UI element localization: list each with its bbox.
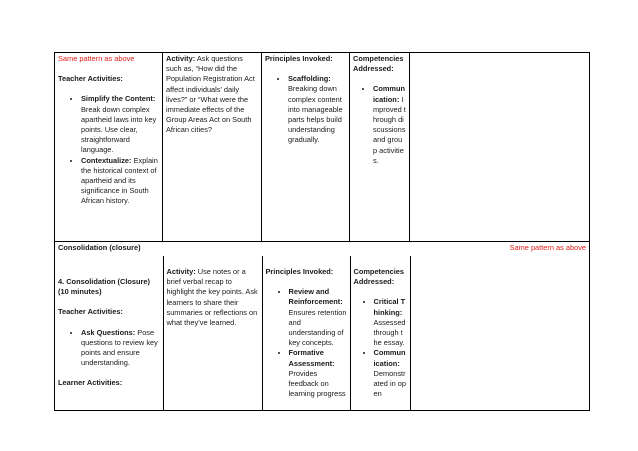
cell-competencies xyxy=(350,256,410,410)
activity-text: Use notes or a brief verbal recap to highlight the key points. Ask learners to share their summaries or reflections on what they’ve learned. xyxy=(166,267,258,328)
bullet-text: Improved through discussions and group activities. xyxy=(373,94,406,165)
lesson-plan-table xyxy=(54,52,590,411)
bullet-label: Simplify the Content: xyxy=(81,94,156,104)
bullet-text: Breaking down complex content into manageable parts helps build understanding gradually. xyxy=(288,84,343,145)
consolidation-row xyxy=(55,242,590,411)
activity-text: Ask questions such as, “How did the Population Registration Act affect individuals’ daily lives?” or “What were the immediate effects of the Group Areas Act on South African cities? xyxy=(166,54,255,135)
bullet-text: Pose questions to review key points and ensure understanding. xyxy=(81,327,158,368)
teacher-activities-heading: Teacher Activities: xyxy=(58,74,123,84)
list-item xyxy=(289,348,347,399)
principles-list xyxy=(265,74,346,145)
bullet-text: Provides feedback on learning progress xyxy=(288,368,346,399)
competencies-list xyxy=(353,84,406,166)
consolidation-inner-table xyxy=(55,256,590,410)
bullet-label: Communication: xyxy=(373,348,406,368)
bullet-label: Contextualize: xyxy=(81,155,132,165)
list-item xyxy=(374,297,407,348)
consolidation-title: Consolidation (closure) xyxy=(58,243,141,252)
principles-heading: Principles Invoked: xyxy=(265,54,333,63)
list-item xyxy=(374,348,407,399)
bullet-label: Communication: xyxy=(373,84,406,104)
bullet-label: Scaffolding: xyxy=(288,74,331,84)
same-pattern-note: Same pattern as above xyxy=(58,54,135,63)
learner-activities-heading: Learner Activities: xyxy=(58,378,123,388)
list-item xyxy=(81,328,160,369)
competencies-heading: Competencies Addressed: xyxy=(353,267,405,287)
bullet-label: Formative Assessment: xyxy=(288,348,335,368)
principles-list xyxy=(266,287,347,399)
cell-teacher-activities xyxy=(55,53,163,242)
bullet-text: Ensures retention and understanding of key concepts. xyxy=(288,307,347,348)
activity-label: Activity: xyxy=(166,54,196,63)
same-pattern-note: Same pattern as above xyxy=(509,243,586,252)
cell-empty xyxy=(410,53,590,242)
activity-paragraph xyxy=(166,54,258,136)
cell-principles xyxy=(262,256,350,410)
list-item xyxy=(373,84,406,166)
cell-activity xyxy=(163,53,262,242)
bullet-label: Ask Questions: xyxy=(81,327,136,337)
bullet-label: Critical Thinking: xyxy=(373,297,406,317)
list-item xyxy=(81,156,159,207)
competencies-list xyxy=(354,297,407,399)
competencies-heading: Competencies Addressed: xyxy=(353,54,404,74)
cell-empty xyxy=(410,256,590,410)
cell-competencies xyxy=(350,53,410,242)
bullet-text: Explain the historical context of apartheid and its significance in South African history. xyxy=(81,155,158,206)
list-item xyxy=(289,287,347,348)
activity-paragraph xyxy=(167,267,259,328)
activity-label: Activity: xyxy=(166,267,196,276)
table-row xyxy=(55,242,590,411)
cell-activity xyxy=(163,256,262,410)
table-row xyxy=(55,53,590,242)
cell-teacher-activities xyxy=(55,256,163,410)
bullet-text: Demonstrated in open xyxy=(373,368,406,399)
teacher-activities-list xyxy=(58,94,159,206)
cell-principles xyxy=(262,53,350,242)
section-heading: 4. Consolidation (Closure) (10 minutes) xyxy=(58,277,150,297)
teacher-activities-list xyxy=(58,328,160,369)
principles-heading: Principles Invoked: xyxy=(265,267,334,276)
bullet-text: Break down complex apartheid laws into key points. Use clear, straightforward language. xyxy=(81,104,157,155)
list-item xyxy=(81,94,159,155)
bullet-text: Assessed through the essay. xyxy=(373,317,406,348)
bullet-label: Review and Reinforcement: xyxy=(288,287,343,307)
teacher-activities-heading: Teacher Activities: xyxy=(58,307,123,317)
list-item xyxy=(288,74,346,145)
